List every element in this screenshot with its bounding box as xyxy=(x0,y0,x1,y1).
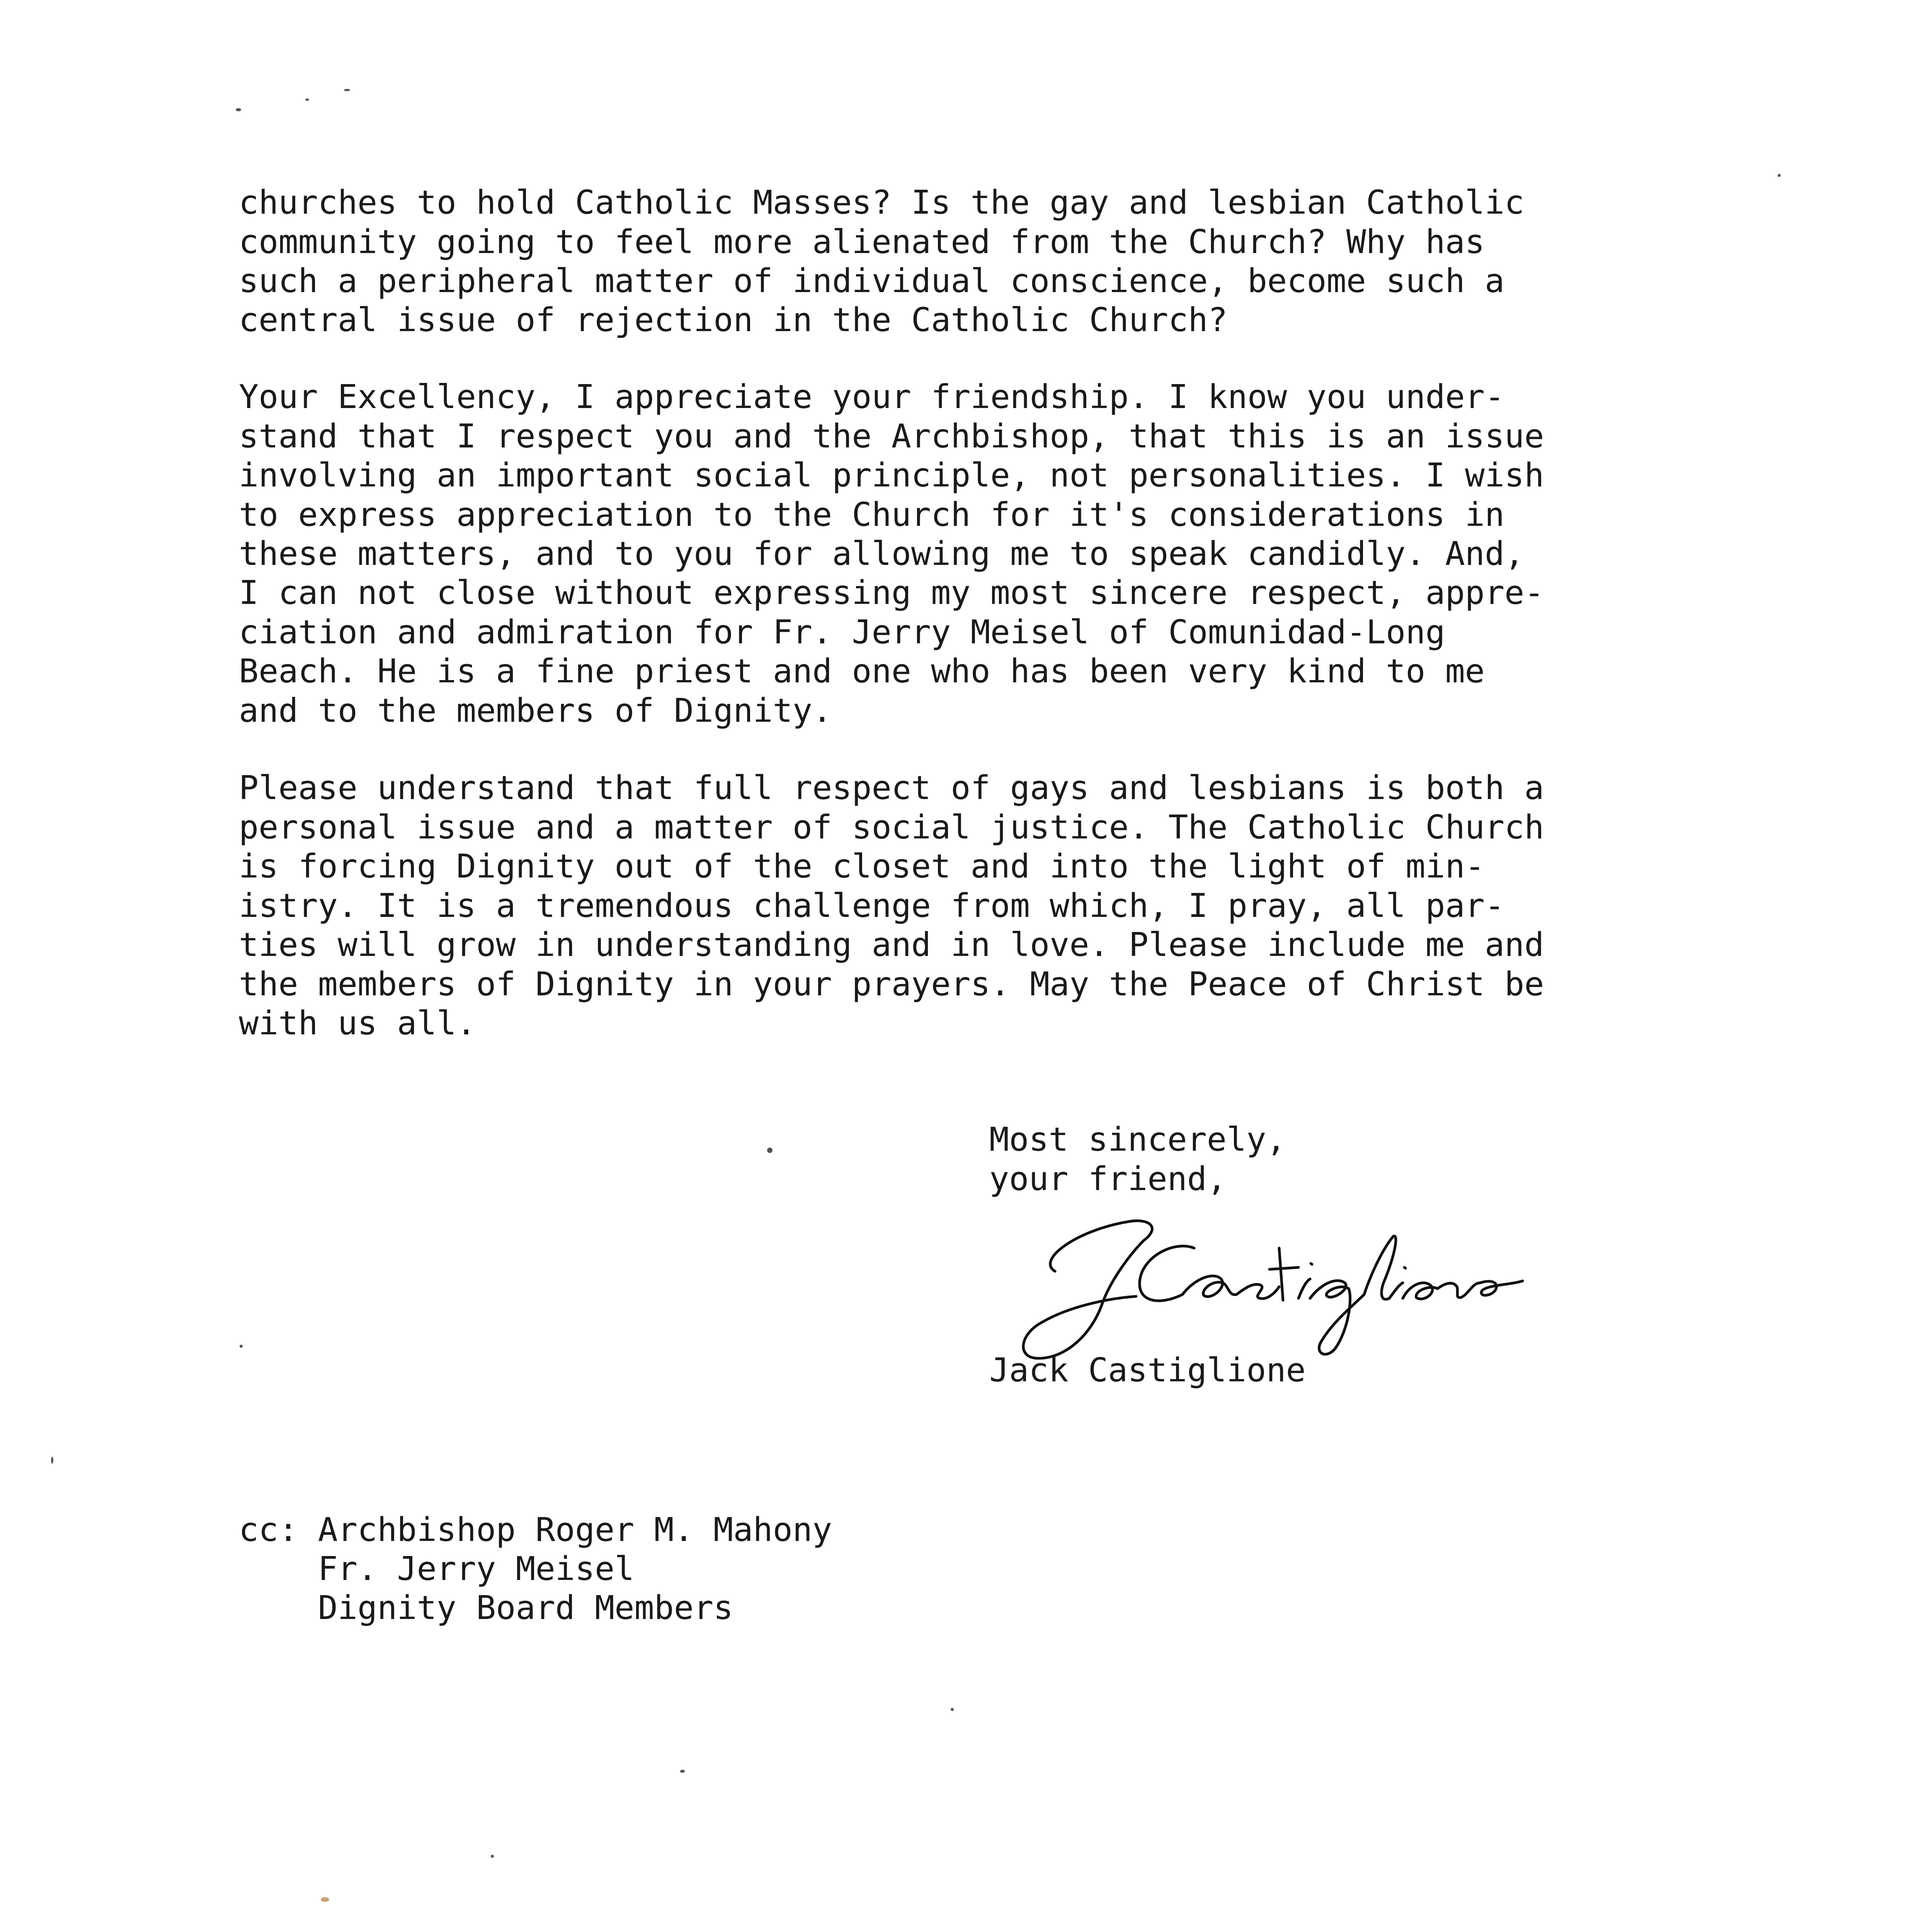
scan-speck xyxy=(236,108,241,111)
letter-line: I can not close without expressing my most sincere respect, appre- xyxy=(239,574,1544,612)
closing-line: your friend, xyxy=(989,1160,1227,1198)
letter-line: Your Excellency, I appreciate your friendship. I know you under- xyxy=(239,378,1505,416)
scan-speck xyxy=(51,1457,53,1464)
scan-speck xyxy=(305,99,309,101)
scan-speck xyxy=(491,1855,494,1858)
letter-line: ciation and admiration for Fr. Jerry Meisel of Comunidad-Long xyxy=(239,613,1445,651)
letter-line: stand that I respect you and the Archbishop, that this is an issue xyxy=(239,417,1544,456)
cc-line: cc: Archbishop Roger M. Mahony xyxy=(239,1511,832,1549)
scan-speck xyxy=(951,1708,954,1711)
letter-line: and to the members of Dignity. xyxy=(239,692,832,730)
letter-line: ties will grow in understanding and in love. Please include me and xyxy=(239,926,1544,964)
letter-line: the members of Dignity in your prayers. May the Peace of Christ be xyxy=(239,965,1544,1003)
scan-speck xyxy=(767,1148,773,1153)
handwritten-signature xyxy=(1012,1206,1561,1368)
scan-speck xyxy=(680,1770,685,1773)
letter-line: istry. It is a tremendous challenge from which, I pray, all par- xyxy=(239,887,1505,925)
letter-line: personal issue and a matter of social justice. The Catholic Church xyxy=(239,808,1544,847)
letter-line: community going to feel more alienated from the Church? Why has xyxy=(239,223,1485,261)
scan-speck xyxy=(1778,174,1781,177)
letter-line: Beach. He is a fine priest and one who has been very kind to me xyxy=(239,652,1485,690)
signer-name: Jack Castiglione xyxy=(989,1351,1306,1389)
cc-line: Fr. Jerry Meisel xyxy=(239,1550,635,1588)
scan-speck xyxy=(240,1345,243,1348)
cc-line: Dignity Board Members xyxy=(239,1589,733,1627)
letter-line: with us all. xyxy=(239,1004,476,1043)
letter-line: churches to hold Catholic Masses? Is the gay and lesbian Catholic xyxy=(239,184,1525,222)
letter-line: involving an important social principle, not personalities. I wish xyxy=(239,456,1544,495)
letter-line: is forcing Dignity out of the closet and into the light of min- xyxy=(239,847,1485,886)
letter-line: to express appreciation to the Church for it's considerations in xyxy=(239,496,1505,534)
closing-line: Most sincerely, xyxy=(989,1121,1286,1159)
letter-line: such a peripheral matter of individual conscience, become such a xyxy=(239,262,1505,300)
letter-line: Please understand that full respect of gays and lesbians is both a xyxy=(239,769,1544,807)
letter-line: these matters, and to you for allowing me to speak candidly. And, xyxy=(239,535,1525,573)
letter-line: central issue of rejection in the Catholic Church? xyxy=(239,301,1228,339)
scan-speck xyxy=(321,1897,329,1902)
scan-speck xyxy=(344,89,350,91)
